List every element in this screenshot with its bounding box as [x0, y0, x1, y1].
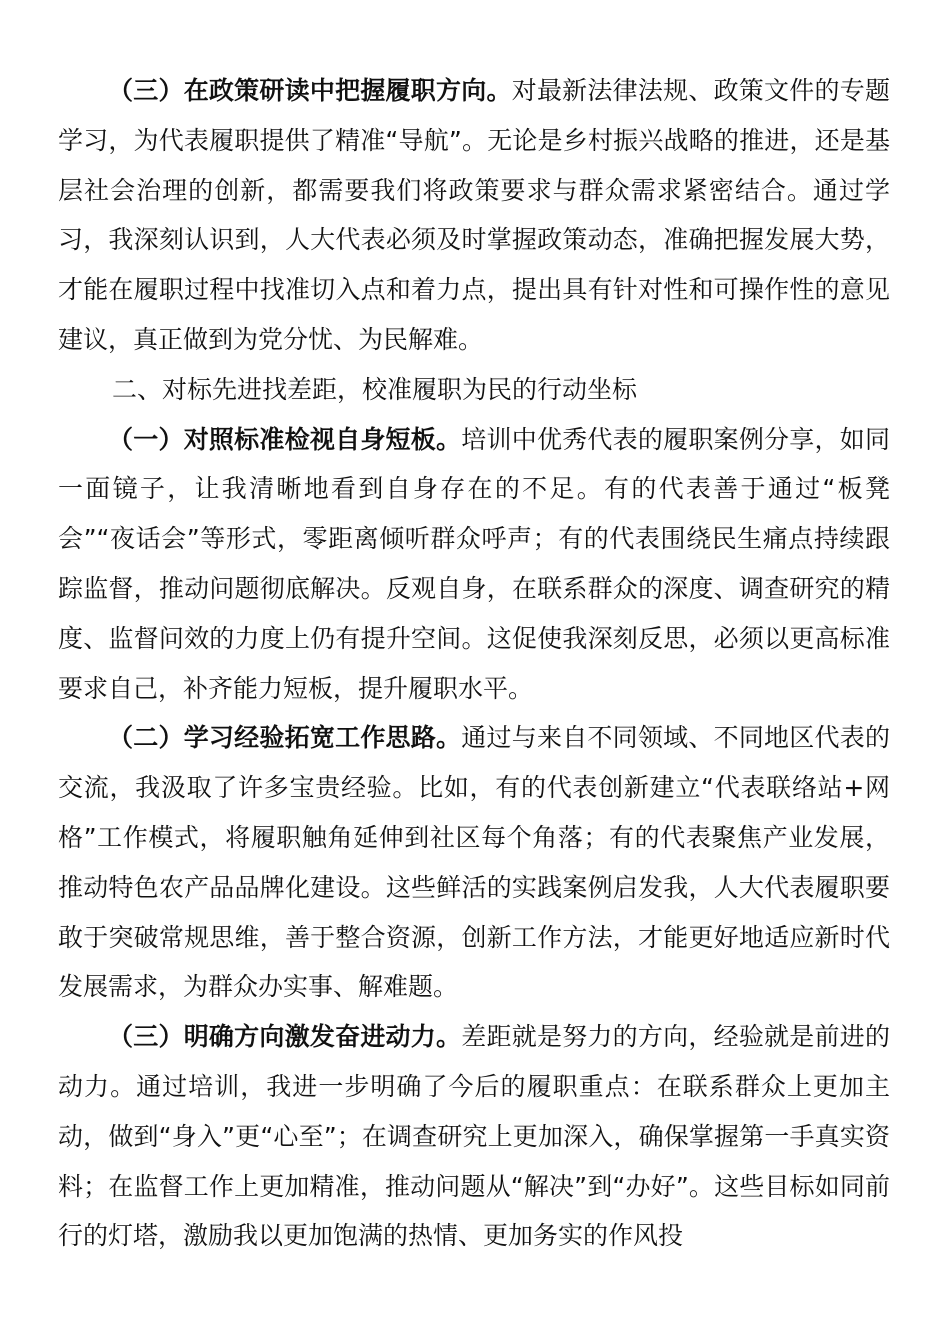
section-heading: 二、对标先进找差距，校准履职为民的行动坐标	[112, 374, 638, 404]
paragraph-lead: （二）学习经验拓宽工作思路。	[108, 723, 462, 753]
paragraph-body: 培训中优秀代表的履职案例分享，如同一面镜子，让我清晰地看到自身存在的不足。有的代表善于通过“板凳会”“夜话会”等形式，零距离倾听群众呼声；有的代表围绕民生痛点持续跟踪监督，推动问题彻底解决。反观自身，在联系群众的深度、调查研究的精度、监督问效的力度上仍有提升空间。这促使我深刻反思，必须以更高标准要求自己，补齐能力短板，提升履职水平。	[58, 424, 890, 703]
paragraph-body: 差距就是努力的方向，经验就是前进的动力。通过培训，我进一步明确了今后的履职重点：在联系群众上更加主动，做到“身入”更“心至”；在调查研究上更加深入，确保掌握第一手真实资料；在监督工作上更加精准，推动问题从“解决”到“办好”。这些目标如同前行的灯塔，激励我以更加饱满的热情、更加务实的作风投	[58, 1022, 890, 1251]
paragraph-lead: （三）在政策研读中把握履职方向。	[108, 76, 512, 105]
paragraph-lead: （一）对照标准检视自身短板。	[108, 424, 462, 454]
paragraph-self-review	[58, 415, 890, 714]
paragraph-lead: （三）明确方向激发奋进动力。	[108, 1022, 462, 1052]
paragraph-policy-study	[58, 66, 890, 365]
document-page	[58, 66, 890, 1261]
paragraph-body: 通过与来自不同领域、不同地区代表的交流，我汲取了许多宝贵经验。比如，有的代表创新建立“代表联络站+网格”工作模式，将履职触角延伸到社区每个角落；有的代表聚焦产业发展，推动特色农产品品牌化建设。这些鲜活的实践案例启发我，人大代表履职要敢于突破常规思维，善于整合资源，创新工作方法，才能更好地适应新时代发展需求，为群众办实事、解难题。	[58, 723, 890, 1002]
paragraph-body: 对最新法律法规、政策文件的专题学习，为代表履职提供了精准“导航”。无论是乡村振兴战略的推进，还是基层社会治理的创新，都需要我们将政策要求与群众需求紧密结合。通过学习，我深刻认识到，人大代表必须及时掌握政策动态，准确把握发展大势，才能在履职过程中找准切入点和着力点，提出具有针对性和可操作性的意见建议，真正做到为党分忧、为民解难。	[58, 76, 890, 354]
paragraph-clear-direction	[58, 1012, 890, 1261]
paragraph-learn-experience	[58, 713, 890, 1012]
